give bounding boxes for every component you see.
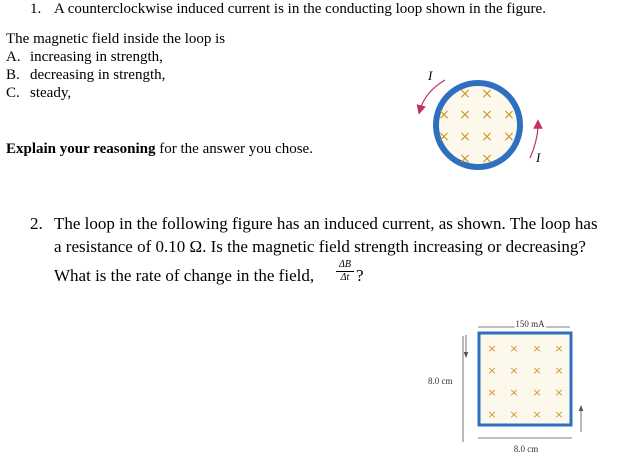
option-text: steady, [30,85,72,101]
conducting-loop [436,83,520,167]
side-length-label: 8.0 cm [428,376,453,386]
field-cross-icon: × [554,342,564,355]
q2-loop-figure [428,319,581,454]
current-label-right: I [536,150,541,165]
field-cross-icon: × [481,129,493,145]
field-cross-icon: × [509,408,519,421]
option-text: increasing in strength, [30,49,163,65]
field-cross-icon: × [532,408,542,421]
q1-loop-figure [420,68,541,167]
field-cross-icon: × [509,386,519,399]
field-cross-icon: × [503,107,515,123]
option-letter: A. [6,49,21,65]
field-cross-icon: × [481,107,493,123]
q1-prompt: A counterclockwise induced current is in the conducting loop shown in the figure. [54,1,546,17]
q2-line3: What is the rate of change in the field, [54,266,315,285]
option-letter: B. [6,67,20,83]
frac-numerator: ΔB [336,259,354,272]
field-cross-icon: × [487,342,497,355]
q1-stem: The magnetic field inside the loop is [6,31,226,47]
current-label-top: I [428,68,433,83]
option-letter: C. [6,85,20,101]
field-cross-icon: × [481,86,493,102]
field-cross-icon: × [554,386,564,399]
field-cross-icon: × [532,342,542,355]
option-text: decreasing in strength, [30,67,166,83]
q2-line2: a resistance of 0.10 Ω. Is the magnetic field strength increasing or decreasing? [54,237,586,256]
q2-question-mark: ? [356,266,364,285]
reasoning-bold: Explain your reasoning [6,141,156,157]
bottom-length-label: 8.0 cm [513,444,539,454]
q2-number: 2. [30,214,43,233]
field-cross-icon: × [459,151,471,167]
field-cross-icon: × [459,129,471,145]
field-cross-icon: × [438,107,450,123]
field-cross-icon: × [554,364,564,377]
field-cross-icon: × [554,408,564,421]
field-cross-icon: × [532,364,542,377]
current-label-150ma: 150 mA [515,319,545,329]
field-cross-icon: × [487,408,497,421]
frac-denominator: Δt [340,272,350,283]
q1-number: 1. [30,1,42,17]
q2-line1: The loop in the following figure has an induced current, as shown. The loop has [54,214,598,233]
field-cross-icon: × [503,129,515,145]
field-cross-icon: × [509,364,519,377]
field-cross-icon: × [481,151,493,167]
field-cross-icon: × [459,86,471,102]
field-cross-icon: × [459,107,471,123]
field-cross-icon: × [487,386,497,399]
field-cross-icon: × [438,129,450,145]
reasoning-rest: for the answer you chose. [155,141,313,157]
field-cross-icon: × [509,342,519,355]
field-cross-icon: × [487,364,497,377]
field-cross-icon: × [532,386,542,399]
